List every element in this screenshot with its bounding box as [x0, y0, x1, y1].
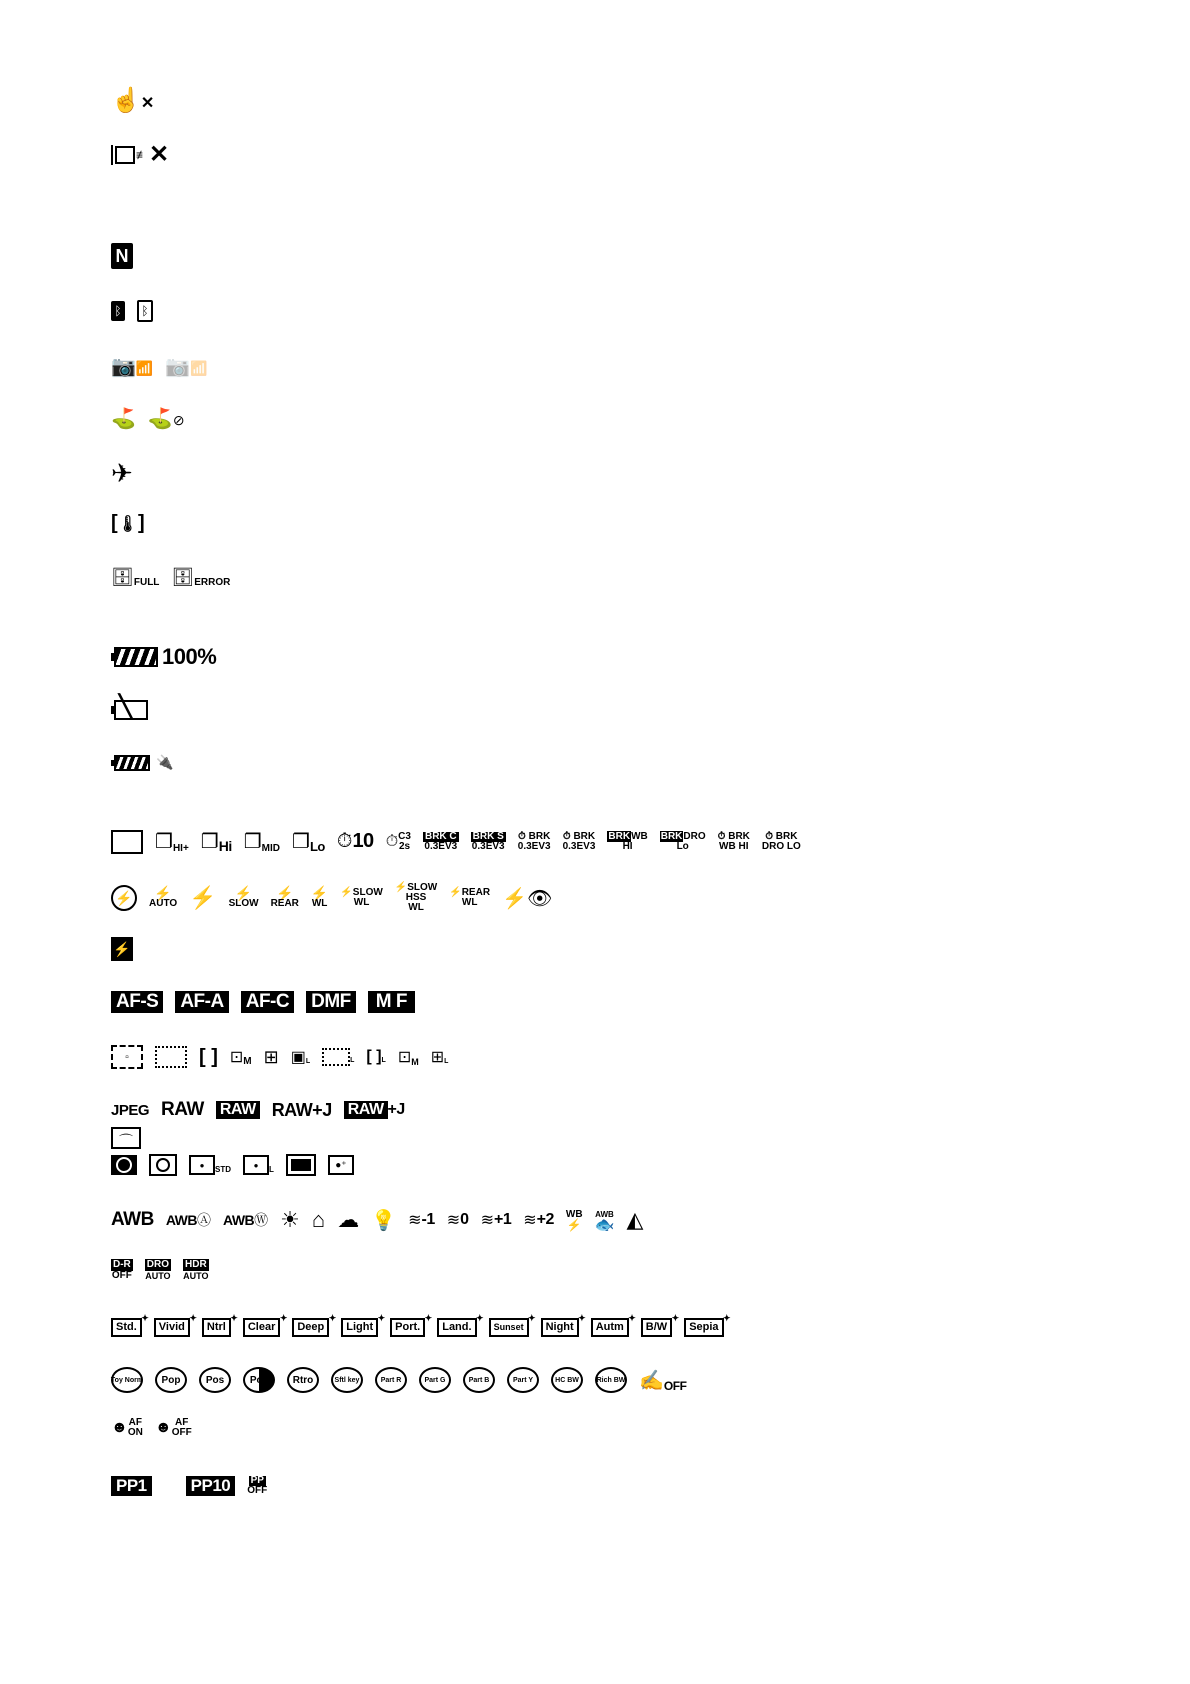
- creative-style-row: [111, 1318, 736, 1337]
- drive-mode-row: [111, 829, 813, 854]
- incandescent-icon: 💡: [371, 1209, 397, 1232]
- nfc-row: [111, 243, 145, 269]
- bluetooth-row: [111, 300, 165, 322]
- red-eye-icon: ⚡👁: [502, 887, 553, 910]
- style-vivid: Vivid ✦: [154, 1318, 190, 1337]
- fluorescent-day-white-icon: ≋ +1: [480, 1211, 512, 1229]
- awb-ambience-icon: AWB Ⓐ: [165, 1212, 211, 1228]
- af-s-badge: AF-S: [111, 991, 163, 1013]
- flash-compensation-icon: ⚡: [111, 937, 133, 961]
- self-timer-10-icon: ⏱ 10: [336, 830, 374, 852]
- mf-badge: M F: [368, 991, 415, 1013]
- flash-off-icon: ⚡: [111, 885, 137, 911]
- effect-posterization-color: Pos: [199, 1367, 231, 1393]
- continuous-hi-plus-icon: ❐ HI+: [155, 831, 189, 854]
- style-bw: B/W ✦: [641, 1318, 672, 1337]
- flash-rear-wl-icon: ⚡REAR WL: [449, 887, 491, 908]
- effect-partial-yellow: Part Y: [507, 1367, 539, 1393]
- shade-icon: ⌂: [311, 1207, 326, 1232]
- style-neutral: Ntrl ✦: [202, 1318, 231, 1337]
- spot-standard-icon: ● STD: [189, 1155, 231, 1175]
- flash-slow-icon: ⚡ SLOW: [228, 884, 259, 909]
- raw-compressed-badge: RAW: [216, 1101, 260, 1119]
- file-format-row: [111, 1099, 417, 1121]
- battery-charging-icon: [111, 755, 150, 771]
- style-sunset: Sunset ✦: [489, 1318, 529, 1337]
- effect-soft-high-key: Sftl key: [331, 1367, 363, 1393]
- dro-auto-icon: DRO AUTO: [145, 1259, 171, 1281]
- landscape-image-icon: ⌒: [111, 1127, 141, 1149]
- style-sepia: Sepia ✦: [684, 1318, 723, 1337]
- battery-percent: 100%: [162, 644, 217, 669]
- flash-slow-hss-wl-icon: ⚡SLOW HSS WL: [394, 882, 438, 913]
- flexible-spot-m-icon: ⊡ M: [229, 1049, 252, 1067]
- flash-auto-icon: ⚡ AUTO: [149, 884, 178, 909]
- battery-row: [111, 644, 228, 670]
- dro-off-icon: D-R OFF: [111, 1259, 132, 1281]
- focus-mode-row: [111, 991, 427, 1013]
- raw-compressed-jpeg-label: RAW +J: [344, 1101, 405, 1119]
- face-af-row: [111, 1418, 204, 1438]
- jpeg-label: JPEG: [111, 1101, 150, 1119]
- storage-row: [111, 567, 242, 588]
- effect-toy-camera: Toy Norm: [111, 1367, 143, 1393]
- self-timer-bracket-s-icon: ⏱ BRK 0.3EV3: [562, 830, 596, 852]
- effect-off-icon: ✍ OFF: [639, 1369, 687, 1393]
- battery-error-icon: ╲: [111, 700, 148, 720]
- bracket-c-icon: BRK C 0.3EV3: [424, 830, 458, 852]
- dro-row: [111, 1259, 221, 1281]
- style-landscape: Land. ✦: [437, 1318, 476, 1337]
- self-timer-dro-bracket-icon: ⏱ BRK DRO LO: [761, 830, 801, 852]
- continuous-hi-icon: ❐ Hi: [200, 831, 232, 854]
- focus-area-center-icon: [ ]: [199, 1045, 218, 1068]
- continuous-mid-icon: ❐ MID: [243, 831, 280, 854]
- fluorescent-cool-icon: ≋ 0: [446, 1211, 469, 1229]
- focus-area-zone-icon: [155, 1046, 187, 1068]
- tracking-expand-spot-icon: ⊞ L: [430, 1049, 449, 1066]
- location-row: [111, 406, 197, 431]
- power-plug-icon: 🔌: [156, 754, 174, 770]
- bracket-s-icon: BRK S 0.3EV3: [471, 830, 505, 852]
- effect-posterization-bw: Pos: [243, 1367, 275, 1393]
- af-c-badge: AF-C: [241, 991, 294, 1013]
- awb-label: AWB: [111, 1209, 154, 1230]
- effect-high-contrast-mono: HC BW: [551, 1367, 583, 1393]
- awb-white-icon: AWB Ⓦ: [223, 1212, 269, 1228]
- bluetooth-disconnected-icon: ᛒ: [137, 300, 153, 322]
- wb-bracket-icon: BRKWB HI: [608, 830, 648, 852]
- focus-area-wide-icon: ▫: [111, 1045, 143, 1069]
- focus-area-row: [111, 1045, 460, 1069]
- tracking-center-icon: [ ] L: [366, 1048, 386, 1065]
- style-deep: Deep ✦: [292, 1318, 329, 1337]
- effect-pop-color: Pop: [155, 1367, 187, 1393]
- flash-rear-icon: ⚡ REAR: [270, 884, 299, 909]
- hdr-auto-icon: HDR AUTO: [183, 1259, 209, 1281]
- picture-profile-row: [111, 1476, 279, 1496]
- airplane-row: [111, 458, 145, 489]
- remote-row: [111, 354, 220, 379]
- fluorescent-daylight-icon: ≋ +2: [523, 1211, 554, 1229]
- effect-rich-tone-mono: Rich BW: [595, 1367, 627, 1393]
- steadyshot-off-row: [111, 140, 181, 169]
- location-error-icon: ⛳⊘: [147, 408, 185, 430]
- style-night: Night ✦: [541, 1318, 579, 1337]
- white-balance-row: [111, 1207, 655, 1233]
- style-standard: Std. ✦: [111, 1318, 142, 1337]
- self-timer-bracket-c-icon: ⏱ BRK 0.3EV3: [517, 830, 551, 852]
- effect-partial-red: Part R: [375, 1367, 407, 1393]
- airplane-mode-icon: ✈: [111, 458, 133, 488]
- highlight-metering-icon: ●⁺: [328, 1155, 354, 1175]
- style-clear: Clear ✦: [243, 1318, 281, 1337]
- continuous-lo-icon: ❐ Lo: [292, 831, 325, 854]
- camera-remote-off-icon: 📷📶: [165, 356, 208, 378]
- effect-retro-photo: Rtro: [287, 1367, 319, 1393]
- metering-row: [111, 1154, 366, 1176]
- underwater-auto-icon: AWB 🐟: [594, 1209, 615, 1234]
- database-full-icon: 🗄 FULL: [111, 567, 160, 588]
- style-light: Light ✦: [341, 1318, 378, 1337]
- center-metering-icon: [149, 1154, 177, 1176]
- effect-partial-green: Part G: [419, 1367, 451, 1393]
- tracking-zone-icon: L: [322, 1048, 354, 1066]
- battery-charging-row: [111, 754, 185, 771]
- flash-comp-row: [111, 937, 145, 961]
- style-autumn: Autm ✦: [591, 1318, 629, 1337]
- daylight-icon: ☀: [280, 1207, 300, 1232]
- touch-off-icon: ☝✕: [111, 87, 155, 114]
- fluorescent-warm-icon: ≋ -1: [408, 1211, 435, 1229]
- picture-effect-row: [111, 1367, 698, 1393]
- battery-full-icon: [111, 647, 158, 667]
- camera-remote-icon: 📷📶: [111, 356, 154, 378]
- self-timer-cont-icon: ⏱ C3 2s: [385, 830, 411, 852]
- spot-large-icon: ● L: [243, 1155, 274, 1175]
- af-a-badge: AF-A: [175, 991, 228, 1013]
- flash-wb-icon: WB ⚡: [565, 1208, 583, 1232]
- face-af-off-icon: ☻ AF OFF: [154, 1417, 192, 1438]
- face-af-on-icon: ☻ AF ON: [111, 1417, 143, 1438]
- flash-wl-icon: ⚡ WL: [310, 884, 329, 909]
- pp1-badge: PP1: [111, 1476, 152, 1496]
- raw-label: RAW: [161, 1099, 204, 1120]
- image-row: [111, 1127, 153, 1149]
- battery-error-row: [111, 694, 160, 720]
- cloudy-icon: ☁: [337, 1207, 360, 1232]
- effect-partial-blue: Part B: [463, 1367, 495, 1393]
- fill-flash-icon: ⚡: [189, 885, 217, 910]
- style-portrait: Port. ✦: [390, 1318, 425, 1337]
- pp-off-icon: PP OFF: [247, 1475, 268, 1496]
- steadyshot-off-icon: ≢ ✕: [111, 140, 169, 169]
- expand-flexible-spot-icon: ⊞: [263, 1046, 279, 1067]
- overheat-warning-icon: [ 🌡 ]: [111, 512, 145, 534]
- bluetooth-connected-icon: ᛒ: [111, 301, 125, 321]
- self-timer-wb-bracket-icon: ⏱ BRK WB HI: [717, 830, 750, 852]
- database-error-icon: 🗄 ERROR: [171, 567, 231, 588]
- custom-wb-icon: ◭: [626, 1207, 644, 1232]
- dro-bracket-icon: BRKDRO Lo: [660, 830, 706, 852]
- tracking-wide-icon: ▣ L: [290, 1049, 311, 1066]
- location-icon: ⛳: [111, 408, 136, 430]
- nfc-icon: N: [111, 243, 133, 269]
- overheat-row: [111, 512, 157, 535]
- dmf-badge: DMF: [306, 991, 356, 1013]
- single-shot-icon: [111, 830, 143, 854]
- flash-mode-row: [111, 883, 564, 913]
- raw-jpeg-label: RAW+J: [271, 1099, 332, 1120]
- touch-off-row: [111, 86, 166, 115]
- pp10-badge: PP10: [186, 1476, 236, 1496]
- flash-slow-wl-icon: ⚡SLOW WL: [340, 887, 383, 908]
- tracking-flexible-spot-icon: ⊡ M: [397, 1049, 419, 1067]
- entire-screen-avg-icon: [286, 1154, 316, 1176]
- multi-metering-icon: [111, 1155, 137, 1175]
